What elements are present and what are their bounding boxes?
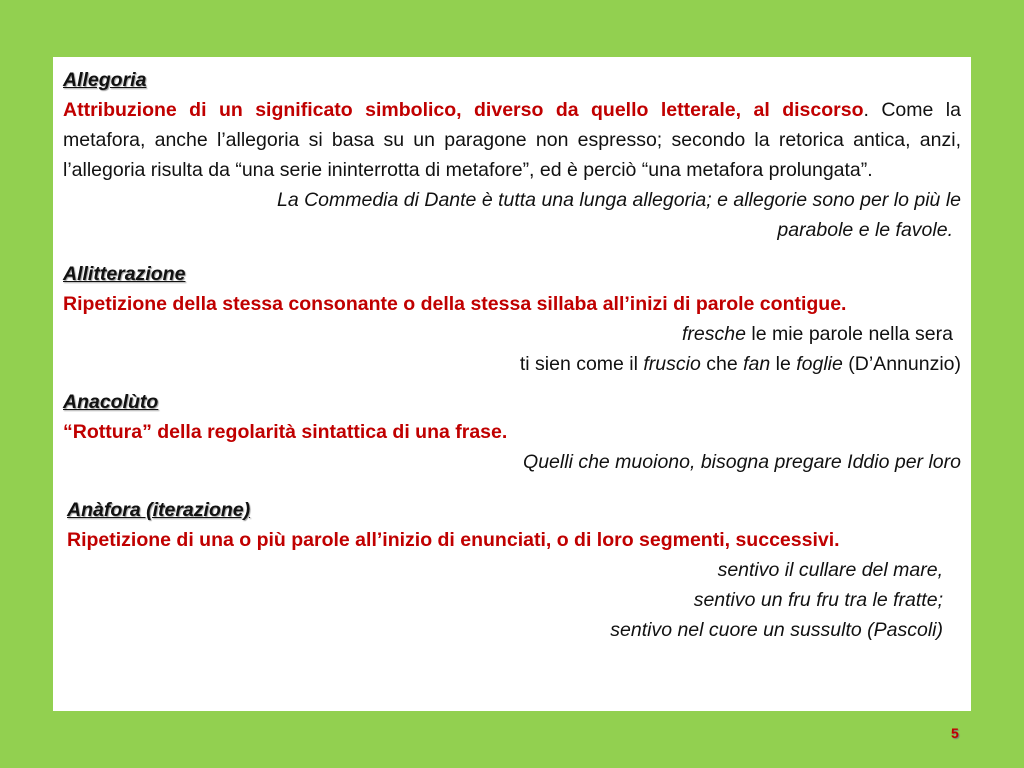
anafora-line-2: sentivo un fru fru tra le fratte; <box>693 589 943 611</box>
anacoluto-definition: “Rottura” della regolarità sintattica di una frase. <box>63 421 508 443</box>
term-anacoluto: Anacolùto <box>63 391 159 413</box>
anafora-line-3: sentivo nel cuore un sussulto (Pascoli) <box>610 619 943 641</box>
allegoria-example-line1: La Commedia di Dante è tutta una lunga allegoria; e allegorie sono per lo più le <box>276 189 961 211</box>
anafora-definition: Ripetizione di una o più parole all’inizio di enunciati, o di loro segmenti, successivi. <box>67 529 840 551</box>
allegoria-definition-end: . <box>863 99 869 121</box>
page-number: 5 <box>951 725 959 741</box>
section-allitterazione <box>63 259 961 379</box>
allitterazione-definition: Ripetizione della stessa consonante o della stessa sillaba all’inizi di parole contigue. <box>63 293 847 315</box>
section-allegoria <box>63 65 961 245</box>
section-anacoluto <box>63 387 961 477</box>
allegoria-body: Come la metafora, anche l’allegoria si basa su un paragone non espresso; secondo la retorica antica, anzi, l’allegoria risulta da “una serie ininterrotta di metafore”, ed è perciò “una metafora prolungata”. <box>63 99 961 181</box>
allegoria-example-line2: parabole e le favole. <box>777 219 953 241</box>
allitterazione-example-line1: fresche le mie parole nella sera <box>682 323 953 345</box>
term-anafora: Anàfora (iterazione) <box>67 499 251 521</box>
allegoria-definition: Attribuzione di un significato simbolico, diverso da quello letterale, al discorso <box>63 99 864 121</box>
allitterazione-example-line2: ti sien come il fruscio che fan le foglie (D’Annunzio) <box>519 353 961 375</box>
content-panel <box>53 57 971 711</box>
term-allegoria: Allegoria <box>63 69 147 91</box>
anacoluto-example: Quelli che muoiono, bisogna pregare Iddio per loro <box>523 451 961 473</box>
allegoria-text <box>63 95 961 185</box>
section-anafora <box>63 495 961 645</box>
anafora-line-1: sentivo il cullare del mare, <box>717 559 943 581</box>
term-allitterazione: Allitterazione <box>63 263 186 285</box>
